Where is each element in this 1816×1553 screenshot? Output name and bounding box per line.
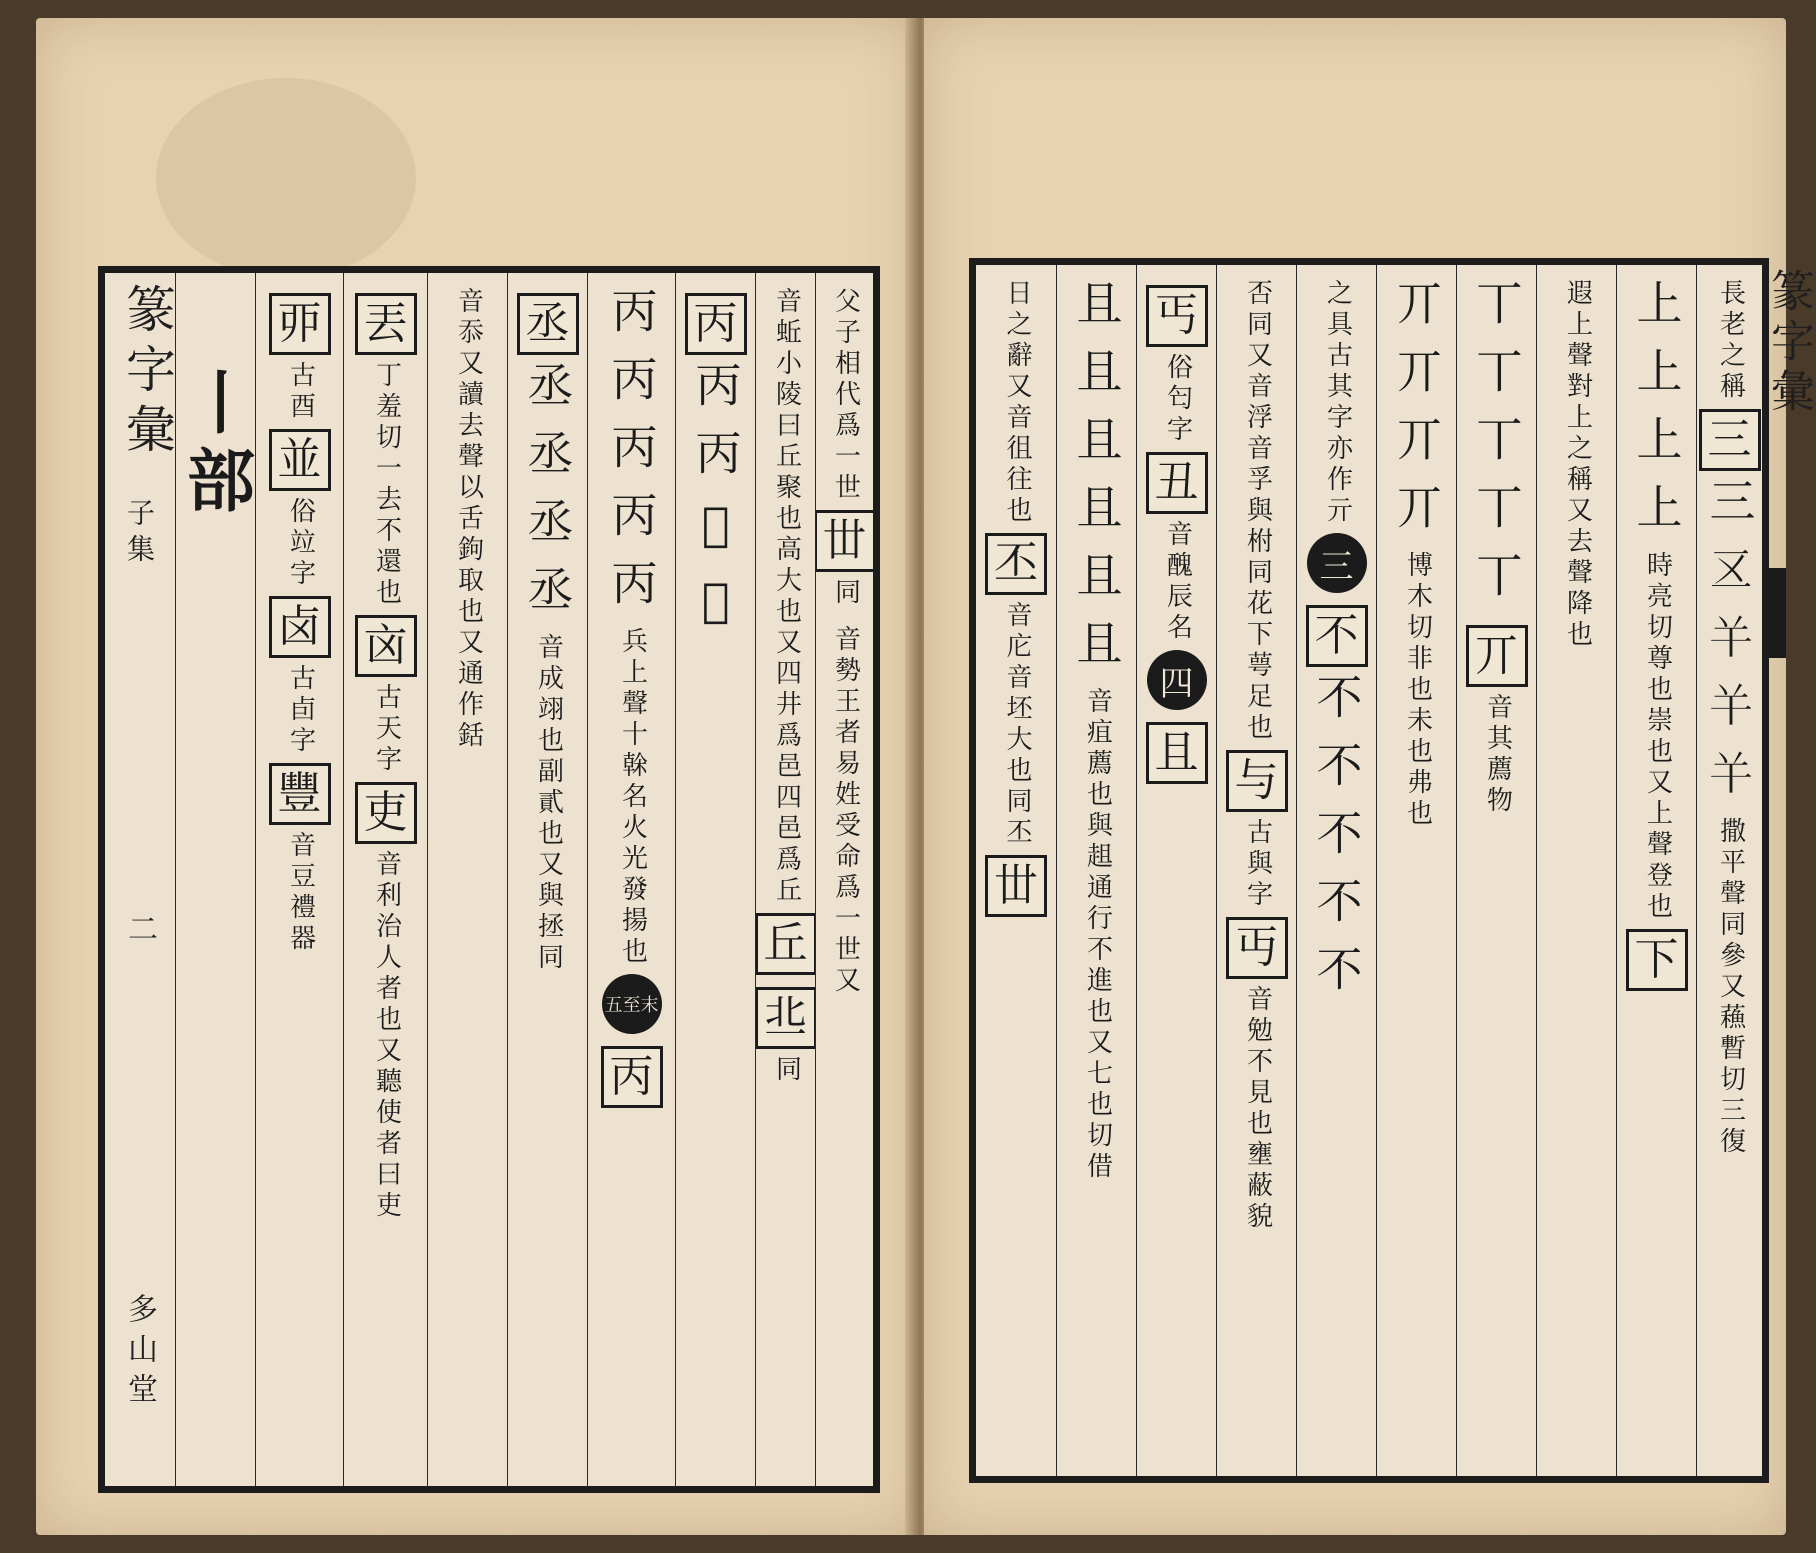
gloss-text: 時亮切尊也崇也又上聲登也: [1642, 551, 1673, 923]
edge-book-title: 篆字彙: [1763, 268, 1814, 418]
seal-script-variants: 且且且且且且: [1069, 279, 1124, 687]
gloss-text: 丁羞切一去不還也: [371, 361, 402, 609]
edge-book-title: 篆字彙: [118, 283, 176, 463]
seal-script-variants: 上上上上: [1629, 279, 1684, 551]
headword-box: 吏: [355, 782, 417, 844]
gloss-text: 博木切非也未也弗也: [1402, 551, 1433, 830]
gloss-text: 兵上聲十榦名火光發揚也: [617, 627, 648, 968]
gloss-text: 古卣字: [285, 664, 316, 757]
entry-column-1: [1696, 265, 1762, 1476]
headword-box: 丙: [685, 293, 747, 355]
headword-box: 丐: [1146, 285, 1208, 347]
gloss-text: 古天字: [371, 683, 402, 776]
headword-box: 下: [1626, 929, 1688, 991]
headword-box: 丕: [985, 533, 1047, 595]
headword-box: 丘: [755, 913, 815, 975]
seal-script-variants: 丌丌丌丌: [1389, 279, 1444, 551]
entry-column-10: [976, 265, 1056, 1476]
gloss-text: 音醜辰名: [1162, 520, 1193, 644]
gloss-text: 俗竝字: [285, 497, 316, 590]
entry-column-1-2: [815, 273, 873, 1486]
gloss-text: 音勉不見也壅蔽貌: [1242, 985, 1273, 1233]
entry-column-2: [1616, 265, 1696, 1476]
entry-column-8: [1136, 265, 1216, 1476]
gloss-text: 同: [830, 578, 861, 609]
headword-box: 丙: [601, 1046, 663, 1108]
right-page: [924, 18, 1814, 1535]
headword-box: 丠: [755, 987, 815, 1049]
gloss-text: 俗匄字: [1162, 353, 1193, 446]
edge-publisher: 多山堂: [122, 1293, 157, 1413]
headword-box: 不: [1306, 605, 1368, 667]
seal-script-variants: 丅丅丅丅丅: [1469, 279, 1524, 619]
left-text-frame: [98, 266, 880, 1493]
entry-column-3-4: [755, 273, 815, 1486]
stroke-count-marker: 三: [1307, 533, 1367, 593]
gloss-text: 長老之稱: [1715, 279, 1746, 403]
entry-column-10: [255, 273, 343, 1486]
gloss-text: 音成翊也副貳也又與拯同: [533, 633, 564, 974]
edge-volume-label: 子集: [123, 498, 156, 570]
gloss-text: 古酉: [285, 361, 316, 423]
gloss-text: 同: [771, 1055, 802, 1086]
radical-header-column: [175, 273, 255, 1486]
entry-column-8: [427, 273, 507, 1486]
entry-column-9: [343, 273, 427, 1486]
gloss-text: 音利治人者也又聽使者曰吏: [371, 850, 402, 1222]
gloss-text: 古與字: [1242, 818, 1273, 911]
seal-script-variants: 丙丙𠆳𠆳: [688, 361, 743, 649]
gloss-text: 日之辭又音徂往也: [1001, 279, 1032, 527]
gloss-text: 父子相代爲一世: [830, 287, 861, 504]
stroke-count-marker: 四: [1147, 650, 1207, 710]
gloss-text: 音蚯小陵曰丘聚也高大也又四井爲邑四邑爲丘: [771, 287, 802, 907]
gloss-text: 音疽薦也與趄通行不進也又七也切借: [1082, 687, 1113, 1183]
headword-box: 与: [1226, 750, 1288, 812]
gloss-text: 音忝又讀去聲以舌鉤取也又通作銛: [453, 287, 484, 752]
headword-box: 三: [1699, 409, 1761, 471]
edge-page-number: 二: [122, 913, 157, 943]
headword-box: 且: [1146, 722, 1208, 784]
headword-box: 丣: [269, 293, 331, 355]
gloss-text: 音庀音坯大也同丕: [1001, 601, 1032, 849]
gloss-text: 撒平聲同參又蘓暫切三復: [1715, 817, 1746, 1158]
headword-box: 㐫: [355, 615, 417, 677]
seal-script-variants: 丞丞丞丞: [520, 361, 575, 633]
gloss-text: 音豆禮器: [285, 831, 316, 955]
seal-script-variants: 三𠄡𢆉𢆉𢆉: [1702, 477, 1757, 817]
headword-box: 卤: [269, 596, 331, 658]
entry-column-5: [675, 273, 755, 1486]
headword-box: 丟: [355, 293, 417, 355]
entry-column-7: [507, 273, 587, 1486]
seal-script-variants: 丙丙丙丙丙: [604, 287, 659, 627]
gloss-text: 遐上聲對上之稱又去聲降也: [1562, 279, 1593, 651]
stroke-count-marker: 五至末: [602, 974, 662, 1034]
entry-column-9: [1056, 265, 1136, 1476]
gloss-text: 否同又音浮音孚與柎同花下萼足也: [1242, 279, 1273, 744]
seal-script-variants: 不不不不不: [1309, 673, 1364, 1013]
gloss-text: 音其薦物: [1482, 693, 1513, 817]
gloss-text: 音勢王者易姓受命爲一世又: [830, 625, 861, 997]
headword-box: 丑: [1146, 452, 1208, 514]
radical-title: 丨部: [175, 367, 255, 523]
headword-box: 豐: [269, 763, 331, 825]
entry-column-4: [1456, 265, 1536, 1476]
entry-column-3: [1536, 265, 1616, 1476]
headword-box: 丗: [985, 855, 1047, 917]
entry-column-6: [587, 273, 675, 1486]
right-text-frame: [969, 258, 1769, 1483]
headword-box: 並: [269, 429, 331, 491]
entry-column-7: [1216, 265, 1296, 1476]
headword-box: 丏: [1226, 917, 1288, 979]
paper-stain: [156, 78, 416, 278]
headword-box: 丞: [517, 293, 579, 355]
left-page: [36, 18, 916, 1535]
entry-column-5: [1376, 265, 1456, 1476]
entry-column-6: [1296, 265, 1376, 1476]
headword-box: 丌: [1466, 625, 1528, 687]
headword-box: 丗: [815, 510, 873, 572]
gloss-text: 之具古其字亦作亓: [1322, 279, 1353, 527]
